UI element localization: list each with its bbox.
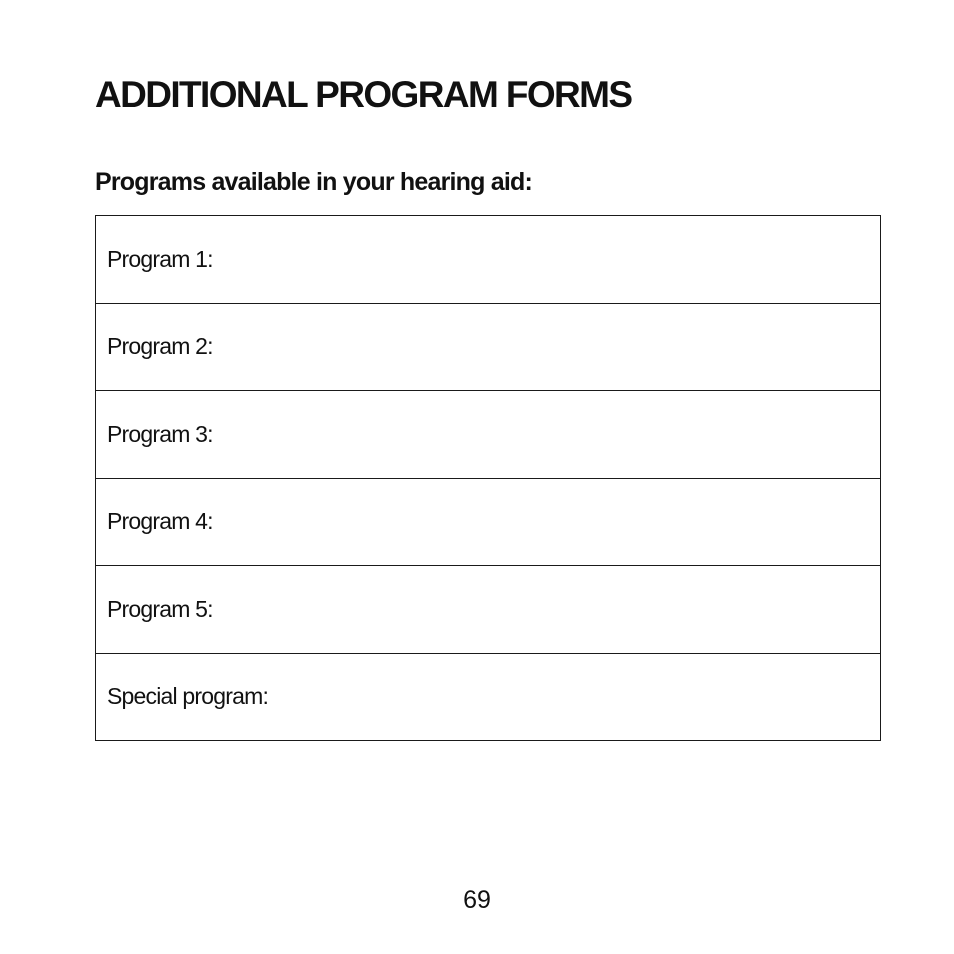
table-row xyxy=(96,303,881,391)
program-2-field[interactable]: Program 2: xyxy=(96,303,881,391)
table-row xyxy=(96,653,881,741)
program-3-field[interactable]: Program 3: xyxy=(96,391,881,479)
program-form-table xyxy=(95,215,881,741)
table-row xyxy=(96,566,881,654)
program-5-field[interactable]: Program 5: xyxy=(96,566,881,654)
table-row xyxy=(96,391,881,479)
page-number: 69 xyxy=(463,886,491,914)
page-title: ADDITIONAL PROGRAM FORMS xyxy=(95,74,632,115)
program-4-field[interactable]: Program 4: xyxy=(96,478,881,566)
program-1-field[interactable]: Program 1: xyxy=(96,216,881,304)
table-row xyxy=(96,216,881,304)
section-heading: Programs available in your hearing aid: xyxy=(95,168,533,196)
special-program-field[interactable]: Special program: xyxy=(96,653,881,741)
table-row xyxy=(96,478,881,566)
